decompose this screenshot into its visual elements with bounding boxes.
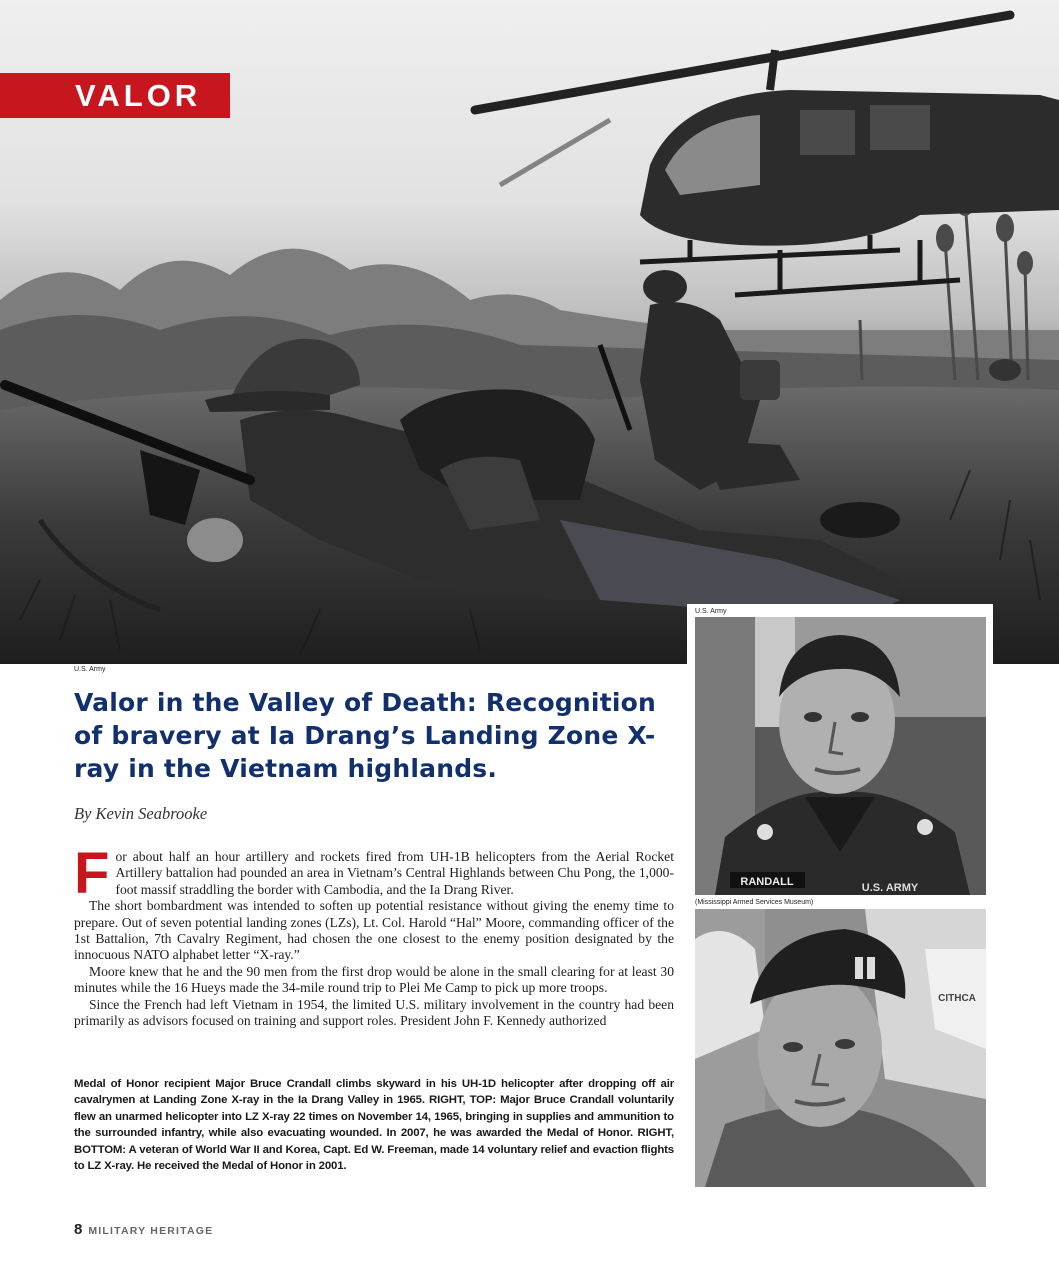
article-paragraph: Moore knew that he and the 90 men from the first drop would be alone in the small clearing for at least 30 minutes while the 16 Hueys made the 34-mile round trip to Plei Me Camp to pick up more troops. (74, 963, 674, 996)
patch-text: U.S. ARMY (861, 882, 919, 894)
portrait-crandall-image (695, 617, 986, 895)
nametag-text: RANDALL (740, 876, 794, 888)
article-headline: Valor in the Valley of Death: Recognition of bravery at Ia Drang’s Landing Zone X-ray in the Vietnam highlands. (74, 688, 656, 783)
portrait-bottom-credit: (Mississippi Armed Services Museum) (695, 899, 814, 906)
helicopter-marking: CITHCA (938, 993, 976, 1004)
hero-photo-credit: U.S. Army (74, 666, 106, 673)
drop-cap: F (74, 841, 110, 906)
photo-caption: Medal of Honor recipient Major Bruce Crandall climbs skyward in his UH-1D helicopter after dropping off air cavalrymen at Landing Zone X-ray in the Ia Drang Valley in 1965. RIGHT, TOP: Major Bruce Crandall voluntarily flew an unarmed helicopter into LZ X-ray 22 times on November 14, 1965, bringing in supplies and ammunition to the surrounded infantry, while also evacuating wounded. In 2007, he was awarded the Medal of Honor. RIGHT, BOTTOM: A veteran of World War II and Korea, Capt. Ed W. Freeman, made 14 voluntary relief and evaction flights to LZ X-ray. He received the Medal of Honor in 2001. (74, 1078, 674, 1173)
article-byline: By Kevin Seabrooke (74, 804, 208, 823)
portrait-top-credit: U.S. Army (695, 608, 727, 615)
magazine-name: MILITARY HERITAGE (88, 1225, 214, 1237)
article-paragraph: The short bombardment was intended to soften up potential resistance without giving the enemy time to prepare. Out of seven potential landing zones (LZs), Lt. Col. Harold “Hal” Moore, commanding officer of the 1st Battalion, 7th Cavalry Regiment, had chosen the one closest to the enemy position designated by the innocuous NATO alphabet letter “X-ray.” (74, 898, 674, 963)
right-photo-column (687, 604, 993, 1194)
article-paragraph (74, 841, 674, 906)
article-body (74, 841, 674, 1029)
page-footer (74, 1221, 213, 1239)
paragraph-text: or about half an hour artillery and rockets fired from UH-1B helicopters from the Aerial Rocket Artillery battalion had pounded an area in Vietnam’s Central Highlands between Chu Pong, the 1,000-foot massif straddling the border with Cambodia, and the Ia Drang River. (115, 849, 674, 897)
portrait-crandall (695, 617, 986, 895)
portrait-freeman (695, 909, 986, 1187)
page-number: 8 (74, 1221, 83, 1238)
section-label: VALOR (0, 73, 230, 118)
portrait-freeman-image (695, 909, 986, 1187)
article-paragraph: Since the French had left Vietnam in 1954, the limited U.S. military involvement in the country had been primarily as advisors focused on training and support roles. President John F. Kennedy authorized (74, 996, 674, 1029)
